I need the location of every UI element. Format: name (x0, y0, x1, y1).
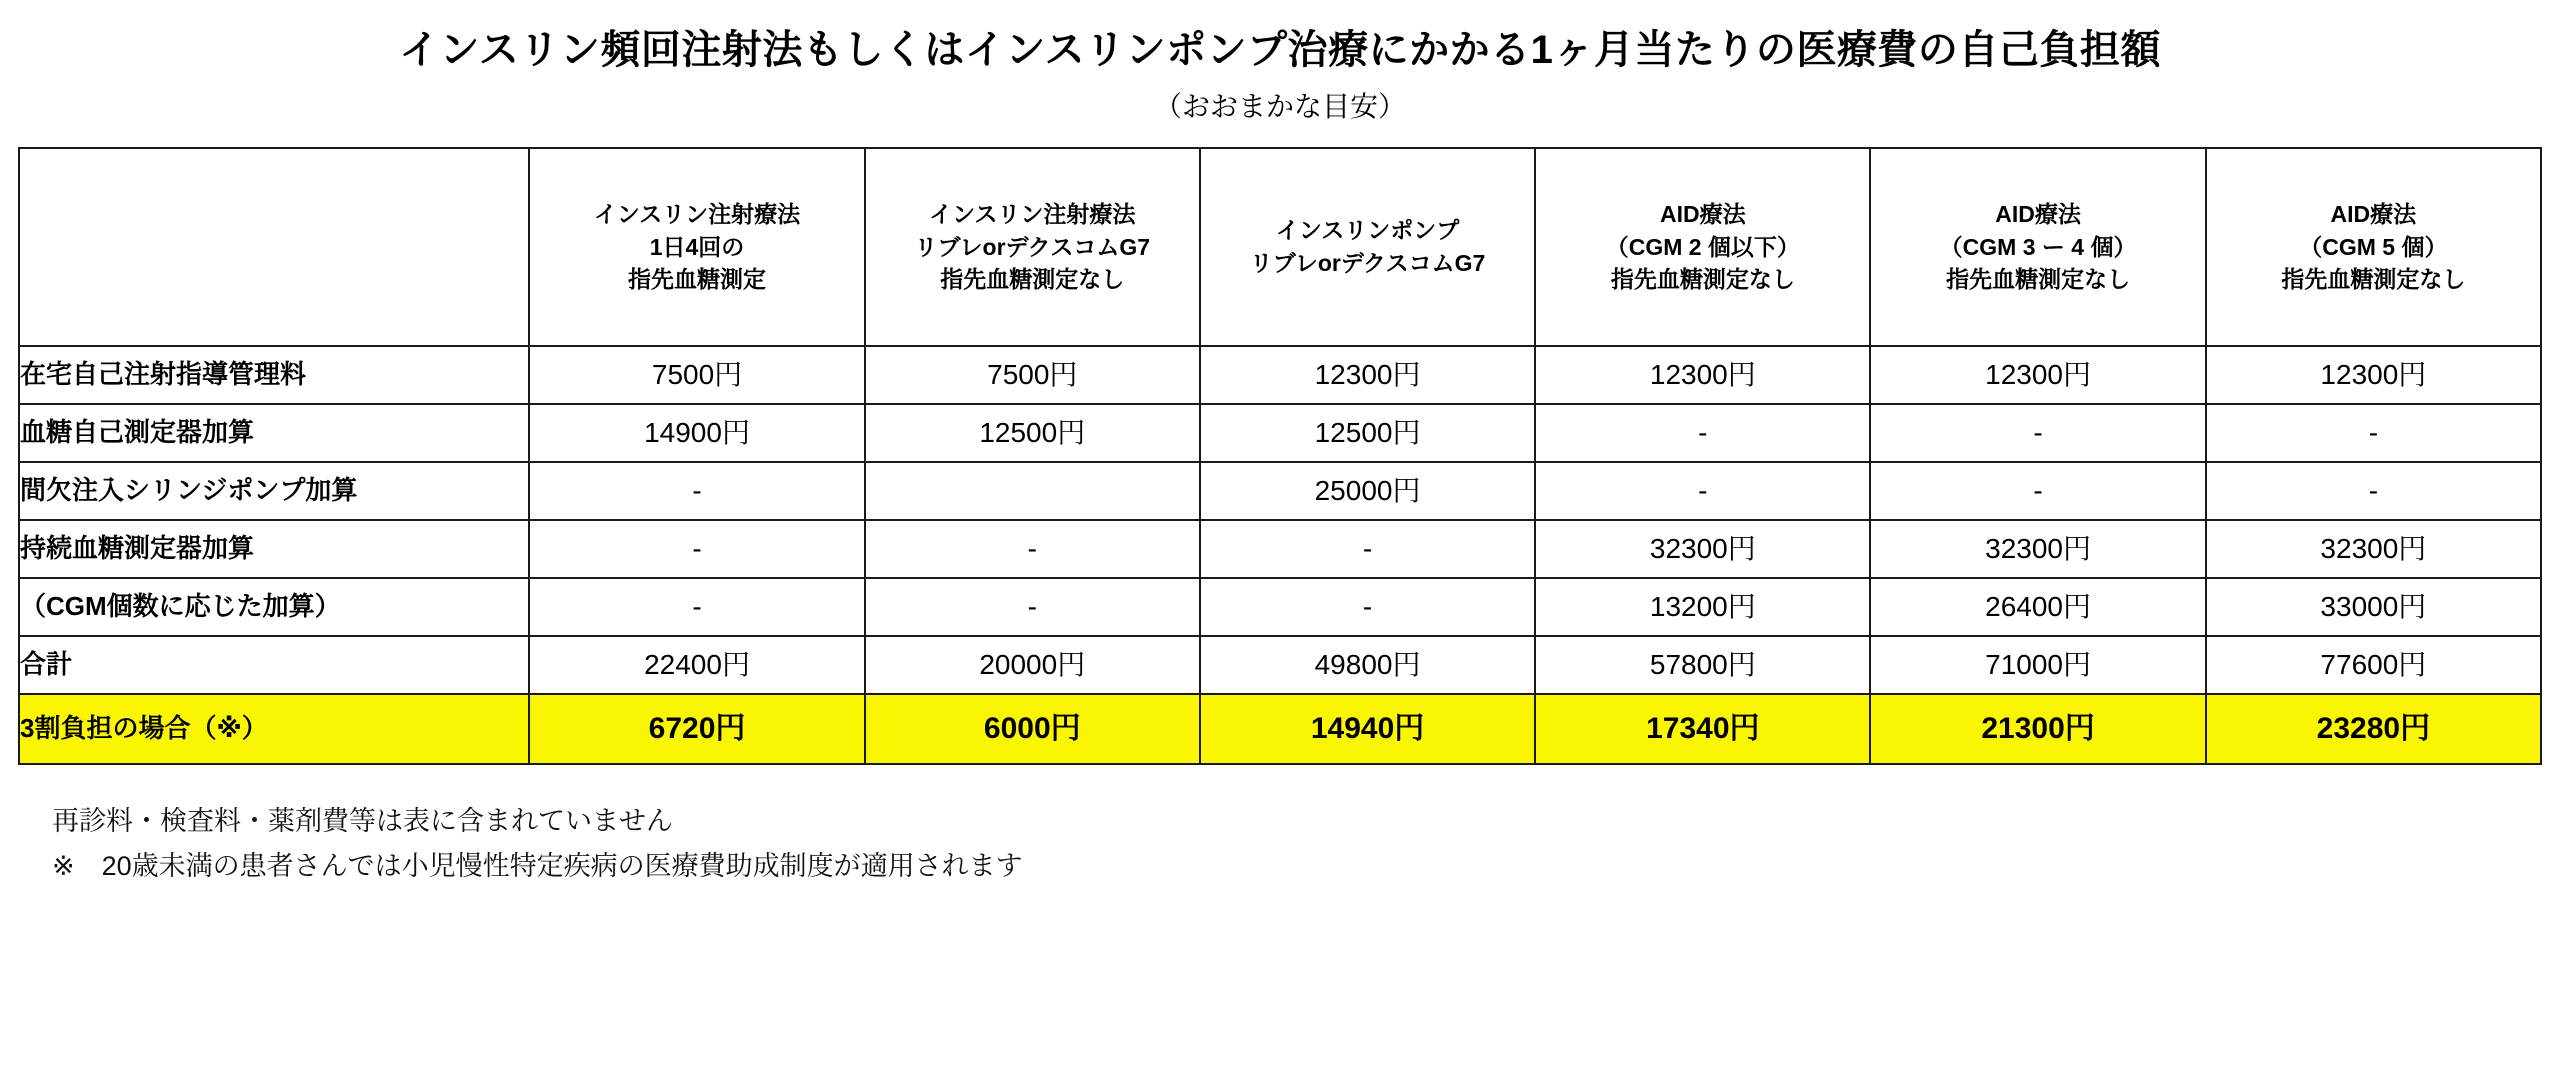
row-value: - (1535, 462, 1870, 520)
row-value: 7500円 (529, 346, 864, 404)
page-title: インスリン頻回注射法もしくはインスリンポンプ治療にかかる1ヶ月当たりの医療費の自己負担額 (399, 28, 2161, 72)
cost-table (18, 147, 2542, 765)
row-value: 14900円 (529, 404, 864, 462)
table-row-highlight (19, 694, 2541, 764)
column-header-1-line-1: インスリン注射療法 (593, 201, 801, 228)
column-header-1 (529, 148, 864, 346)
table-row (19, 462, 2541, 520)
table-row (19, 578, 2541, 636)
row-label: 持続血糖測定器加算 (19, 520, 529, 578)
row-value: - (1870, 404, 2205, 462)
column-header-1-line-2: 1日4回の (649, 233, 745, 260)
row-value: - (1535, 404, 1870, 462)
row-value: 22400円 (529, 636, 864, 694)
row-value: 32300円 (2206, 520, 2541, 578)
row-value: - (529, 462, 864, 520)
column-header-5-line-1: AID療法 (1995, 201, 2081, 228)
row-value: - (1200, 578, 1535, 636)
column-header-3-line-1: インスリンポンプ (1275, 217, 1460, 244)
row-value: - (1200, 520, 1535, 578)
column-header-6 (2206, 148, 2541, 346)
row-label-highlight: 3割負担の場合（※） (19, 694, 529, 764)
row-value: 57800円 (1535, 636, 1870, 694)
column-header-5-line-3: 指先血糖測定なし (1946, 266, 2131, 293)
row-value: 49800円 (1200, 636, 1535, 694)
table-corner-cell (19, 148, 529, 346)
table-row-total (19, 636, 2541, 694)
row-value: 25000円 (1200, 462, 1535, 520)
column-header-6-line-2: （CGM 5 個） (2299, 233, 2448, 260)
table-row (19, 404, 2541, 462)
row-value: 32300円 (1870, 520, 2205, 578)
row-value: 12300円 (1870, 346, 2205, 404)
column-header-4 (1535, 148, 1870, 346)
row-label: 在宅自己注射指導管理料 (19, 346, 529, 404)
row-value: 33000円 (2206, 578, 2541, 636)
row-value: - (1870, 462, 2205, 520)
footnote-1: 再診料・検査料・薬剤費等は表に含まれていません (52, 806, 673, 836)
row-label: 血糖自己測定器加算 (19, 404, 529, 462)
row-value: 12500円 (1200, 404, 1535, 462)
row-value-highlight: 6720円 (529, 694, 864, 764)
column-header-3 (1200, 148, 1535, 346)
row-value: - (2206, 462, 2541, 520)
column-header-4-line-1: AID療法 (1660, 201, 1746, 228)
column-header-2-line-1: インスリン注射療法 (929, 201, 1136, 228)
row-label: 合計 (19, 636, 529, 694)
row-value: 7500円 (865, 346, 1200, 404)
row-value-highlight: 21300円 (1870, 694, 2205, 764)
row-value-highlight: 17340円 (1535, 694, 1870, 764)
row-value: 13200円 (1535, 578, 1870, 636)
row-value: 32300円 (1535, 520, 1870, 578)
column-header-2 (865, 148, 1200, 346)
row-label: 間欠注入シリンジポンプ加算 (19, 462, 529, 520)
row-value-highlight: 6000円 (865, 694, 1200, 764)
row-value: 12300円 (1200, 346, 1535, 404)
footnote-2: ※ 20歳未満の患者さんでは小児慢性特定疾病の医療費助成制度が適用されます (52, 850, 1023, 881)
row-value: - (529, 520, 864, 578)
row-value: 12300円 (1535, 346, 1870, 404)
table-row (19, 346, 2541, 404)
column-header-6-line-1: AID療法 (2330, 201, 2417, 228)
row-value: - (865, 578, 1200, 636)
column-header-2-line-2: リブレorデクスコムG7 (914, 233, 1151, 260)
row-value: 12300円 (2206, 346, 2541, 404)
row-label: （CGM個数に応じた加算） (19, 578, 529, 636)
table-header-row (19, 148, 2541, 346)
row-value: 26400円 (1870, 578, 2205, 636)
row-value: 77600円 (2206, 636, 2541, 694)
column-header-3-line-2: リブレorデクスコムG7 (1249, 250, 1486, 276)
column-header-4-line-2: （CGM 2 個以下） (1605, 233, 1800, 260)
column-header-2-line-3: 指先血糖測定なし (940, 266, 1125, 293)
row-value: 12500円 (865, 404, 1200, 462)
row-value: - (2206, 404, 2541, 462)
column-header-5-line-2: （CGM 3 ー 4 個） (1939, 233, 2137, 260)
column-header-4-line-3: 指先血糖測定なし (1610, 266, 1795, 293)
column-header-6-line-3: 指先血糖測定なし (2281, 266, 2466, 293)
table-row (19, 520, 2541, 578)
row-value (865, 462, 1200, 520)
column-header-1-line-3: 指先血糖測定 (628, 266, 767, 293)
row-value: 20000円 (865, 636, 1200, 694)
row-value: - (529, 578, 864, 636)
row-value-highlight: 14940円 (1200, 694, 1535, 764)
row-value: 71000円 (1870, 636, 2205, 694)
footnotes (0, 799, 2560, 888)
row-value: - (865, 520, 1200, 578)
page-subtitle: （おおまかな目安） (1153, 91, 1406, 122)
row-value-highlight: 23280円 (2206, 694, 2541, 764)
column-header-5 (1870, 148, 2205, 346)
cost-table-container (0, 147, 2560, 765)
